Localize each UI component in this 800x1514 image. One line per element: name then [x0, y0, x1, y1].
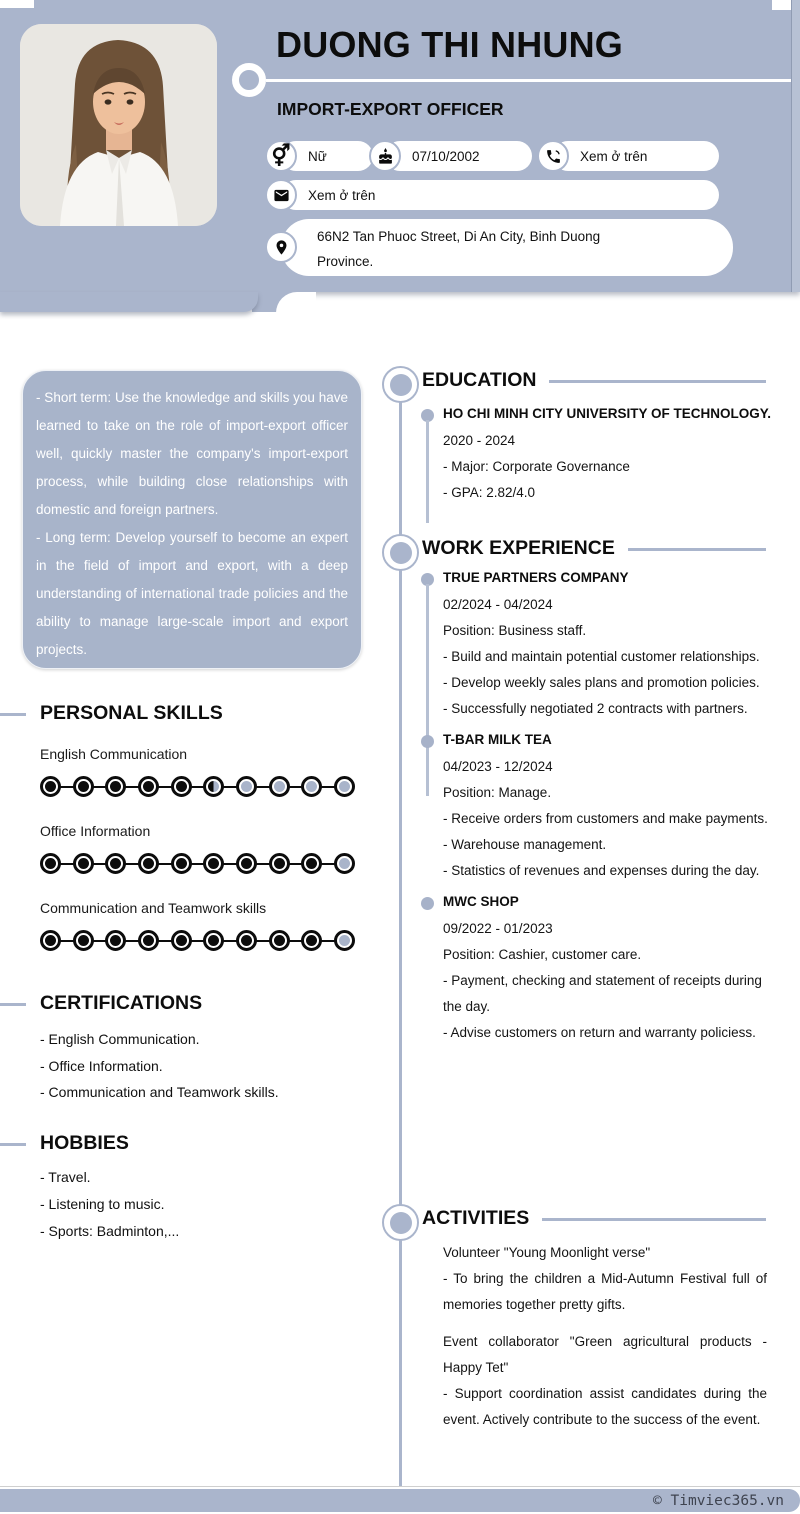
- person-name: DUONG THI NHUNG: [276, 24, 623, 65]
- skill-dots: [40, 930, 355, 951]
- entry-period: 04/2023 - 12/2024: [443, 759, 553, 774]
- skill-dot: [105, 930, 126, 951]
- skill-dot-core: [143, 858, 154, 869]
- skill-dot-core: [78, 858, 89, 869]
- skill-dot: [171, 776, 192, 797]
- activities-paragraphs: [443, 1240, 767, 1444]
- skill-dot-core: [110, 858, 121, 869]
- certification-item: - English Communication.: [40, 1031, 200, 1047]
- objective-long-term: - Long term: Develop yourself to become an expert in the field of import and export, with a deep understanding of international trade policies and the ability to manage large-scale import and export projects.: [36, 530, 348, 657]
- phone-icon: [537, 140, 569, 172]
- section-tick: [0, 1143, 26, 1146]
- activity-body: - Support coordination assist candidates during the event. Actively contribute to the success of the event.: [443, 1386, 767, 1427]
- activities-section-marker: [382, 1204, 419, 1241]
- activity-heading: Volunteer "Young Moonlight verse": [443, 1245, 651, 1260]
- work-title-row: [422, 537, 766, 560]
- work-section-marker: [382, 534, 419, 571]
- skill-dot-core: [306, 781, 317, 792]
- skill-dot: [269, 853, 290, 874]
- birthday-value: 07/10/2002: [412, 148, 480, 164]
- education-entry: [400, 406, 772, 506]
- school-name: HO CHI MINH CITY UNIVERSITY OF TECHNOLOGY.: [443, 406, 772, 421]
- skill-dot: [73, 930, 94, 951]
- site-credit: © Timviec365.vn: [653, 1492, 784, 1509]
- skill-dot-core: [274, 858, 285, 869]
- skill-dot: [236, 776, 257, 797]
- skill-dot: [334, 853, 355, 874]
- skill-dot: [334, 776, 355, 797]
- work-entry: [400, 570, 772, 722]
- activities-paragraph: [443, 1329, 767, 1433]
- career-objective-box: [22, 370, 362, 669]
- entry-period: 2020 - 2024: [443, 433, 516, 448]
- activity-body: - To bring the children a Mid-Autumn Festival full of memories together pretty gifts.: [443, 1271, 767, 1312]
- skill-dot: [105, 776, 126, 797]
- skill-dot: [301, 930, 322, 951]
- hobbies-list: [40, 1164, 179, 1245]
- skill-dot: [301, 776, 322, 797]
- portrait-illustration: [20, 24, 217, 226]
- header-bottom-extension: [0, 292, 258, 312]
- skill-dot-core: [45, 935, 56, 946]
- skill-dot: [269, 930, 290, 951]
- entry-position: Position: Business staff.: [443, 623, 587, 638]
- gender-icon: ⚥: [265, 140, 297, 172]
- skill-dot-core: [110, 781, 121, 792]
- skill-dot-core: [143, 781, 154, 792]
- job-title: IMPORT-EXPORT OFFICER: [277, 99, 504, 119]
- activities-paragraph: [443, 1240, 767, 1318]
- skill-dot-core: [241, 935, 252, 946]
- gender-pill: [271, 141, 373, 171]
- skill-dot-core: [143, 935, 154, 946]
- certifications-list: [40, 1026, 279, 1106]
- entry-detail: - Develop weekly sales plans and promotion policies.: [443, 675, 760, 690]
- skill-dot-core: [274, 781, 285, 792]
- name-underline: [266, 79, 791, 82]
- skill-dot: [40, 853, 61, 874]
- location-pin-icon: [265, 231, 297, 263]
- work-experience-heading: WORK EXPERIENCE: [422, 537, 615, 559]
- skill: [40, 823, 355, 874]
- entry-detail: - Build and maintain potential customer relationships.: [443, 649, 760, 664]
- skill-dot-core: [176, 858, 187, 869]
- entry-detail: - Successfully negotiated 2 contracts with partners.: [443, 701, 748, 716]
- skill: [40, 746, 355, 797]
- entry-detail: - GPA: 2.82/4.0: [443, 485, 536, 500]
- skill-name: English Communication: [40, 746, 188, 762]
- objective-short-term: - Short term: Use the knowledge and skills you have learned to take on the role of import-export officer well, quickly master the company's import-export process, while building close relationships with domestic and foreign partners.: [36, 390, 348, 517]
- education-section-marker: [382, 366, 419, 403]
- entry-detail: - Warehouse management.: [443, 837, 607, 852]
- skill-dot: [40, 930, 61, 951]
- skill-dot: [171, 930, 192, 951]
- company-name: T-BAR MILK TEA: [443, 732, 552, 747]
- skill-dot-core: [339, 781, 350, 792]
- address-line-1: 66N2 Tan Phuoc Street, Di An City, Binh Duong: [317, 229, 601, 244]
- company-name: TRUE PARTNERS COMPANY: [443, 570, 629, 585]
- skill-dot: [40, 776, 61, 797]
- hobby-item: - Listening to music.: [40, 1196, 165, 1212]
- skill-dot-core: [274, 935, 285, 946]
- skill-dot-core: [176, 781, 187, 792]
- skill-dot-core: [339, 935, 350, 946]
- work-experience-entries: [400, 570, 772, 1056]
- entry-period: 02/2024 - 04/2024: [443, 597, 553, 612]
- skill-dot: [203, 776, 224, 797]
- footer-divider: [0, 1486, 800, 1487]
- hobby-item: - Travel.: [40, 1169, 91, 1185]
- skill-dots: [40, 776, 355, 797]
- section-rule: [542, 1218, 766, 1221]
- section-rule: [549, 380, 766, 383]
- entry-position: Position: Manage.: [443, 785, 552, 800]
- activities-title-row: [422, 1207, 766, 1230]
- skill-dot-core: [176, 935, 187, 946]
- activities-heading: ACTIVITIES: [422, 1207, 530, 1229]
- skill-dot-core: [306, 858, 317, 869]
- skill: [40, 900, 355, 951]
- personal-skills-heading: PERSONAL SKILLS: [40, 702, 223, 724]
- skill-name: Communication and Teamwork skills: [40, 900, 267, 916]
- page-edge-strip: [791, 0, 800, 292]
- skill-dot-core: [306, 935, 317, 946]
- skill-dot-core: [241, 781, 252, 792]
- email-pill: [281, 180, 719, 210]
- entry-detail: - Payment, checking and statement of receipts during the day.: [443, 973, 762, 1014]
- skill-dot: [203, 930, 224, 951]
- skill-dot-core: [208, 858, 219, 869]
- skill-dot: [236, 853, 257, 874]
- work-entry: [400, 894, 772, 1046]
- education-entries: [400, 406, 772, 516]
- skill-dot: [73, 853, 94, 874]
- skill-dot: [171, 853, 192, 874]
- skill-dot-core: [78, 935, 89, 946]
- certification-item: - Office Information.: [40, 1057, 163, 1074]
- entry-detail: - Major: Corporate Governance: [443, 459, 630, 474]
- profile-photo: [20, 24, 217, 226]
- phone-value: Xem ở trên: [580, 148, 648, 164]
- hobbies-heading: HOBBIES: [40, 1132, 129, 1154]
- timeline-bullet: [421, 897, 434, 910]
- timeline-connector: [426, 420, 429, 523]
- skill-dot-core: [78, 781, 89, 792]
- gender-value: Nữ: [308, 148, 327, 164]
- address-pill: [281, 219, 733, 276]
- skill-dot: [301, 853, 322, 874]
- email-value: Xem ở trên: [308, 187, 376, 203]
- skill-dots: [40, 853, 355, 874]
- education-heading: EDUCATION: [422, 369, 537, 391]
- activity-heading: Event collaborator "Green agricultural products - Happy Tet": [443, 1334, 767, 1375]
- entry-period: 09/2022 - 01/2023: [443, 921, 553, 936]
- entry-detail: - Receive orders from customers and make payments.: [443, 811, 768, 826]
- hobby-item: - Sports: Badminton,...: [40, 1223, 180, 1239]
- skill-dot: [138, 776, 159, 797]
- skill-dot-core: [339, 858, 350, 869]
- skill-dot: [334, 930, 355, 951]
- section-tick: [0, 713, 26, 716]
- birthday-pill: [385, 141, 532, 171]
- email-icon: [265, 179, 297, 211]
- skill-dot-core: [45, 781, 56, 792]
- skills-list: [40, 746, 355, 977]
- skill-dot: [203, 853, 224, 874]
- entry-detail: - Advise customers on return and warranty policiess.: [443, 1025, 756, 1040]
- entry-position: Position: Cashier, customer care.: [443, 947, 642, 962]
- skill-dot: [138, 930, 159, 951]
- skill-dot-core: [241, 858, 252, 869]
- footer-bar: [0, 1489, 800, 1512]
- certifications-heading: CERTIFICATIONS: [40, 992, 203, 1014]
- skill-dot: [236, 930, 257, 951]
- corner-notch-top-left: [0, 0, 34, 8]
- skill-dot-core: [208, 781, 219, 792]
- name-underline-ring: [232, 63, 266, 97]
- timeline-bullet: [421, 735, 434, 748]
- skill-dot-core: [110, 935, 121, 946]
- birthday-cake-icon: [369, 140, 401, 172]
- section-rule: [628, 548, 766, 551]
- work-entry: [400, 732, 772, 884]
- education-title-row: [422, 369, 766, 392]
- skill-name: Office Information: [40, 823, 151, 839]
- entry-detail: - Statistics of revenues and expenses during the day.: [443, 863, 760, 878]
- company-name: MWC SHOP: [443, 894, 519, 909]
- skill-dot: [105, 853, 126, 874]
- certification-item: - Communication and Teamwork skills.: [40, 1084, 279, 1100]
- skill-dot: [73, 776, 94, 797]
- phone-pill: [553, 141, 719, 171]
- section-tick: [0, 1003, 26, 1006]
- skill-dot: [269, 776, 290, 797]
- address-line-2: Province.: [317, 254, 374, 269]
- skill-dot-core: [208, 935, 219, 946]
- skill-dot: [138, 853, 159, 874]
- skill-dot-core: [45, 858, 56, 869]
